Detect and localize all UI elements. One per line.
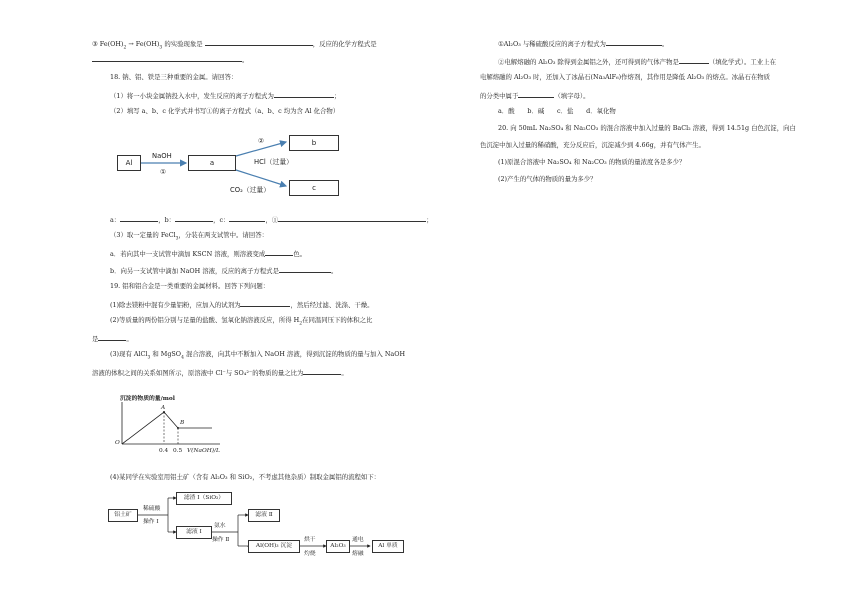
filtrate-1-box: 滤液 Ⅰ <box>176 526 212 539</box>
compound-b-box: b <box>289 135 339 151</box>
answer-blank[interactable] <box>279 266 331 273</box>
answer-blank[interactable] <box>98 334 126 341</box>
question-line: (1)除去镁粉中混有少量铝粉，应加入的试剂为 ，然后经过滤、洗涤、干燥。 <box>110 301 374 309</box>
step-2-label: ② <box>258 137 265 145</box>
aluminum-product-box: Al 单质 <box>372 540 404 553</box>
compound-c-box: c <box>289 180 339 196</box>
step-1-label: ① <box>160 168 167 176</box>
question-line: ②电解熔融的 Al₂O₃ 除得到金属铝之外，还可得到的气体产物是 （填化学式）。工业上在 <box>498 58 776 66</box>
question-line: (3)现有 AlCl$_3$ 和 MgSO$_4$ 混合溶液，向其中不断加入 NaOH 溶液，得到沉淀的物质的量与加入 NaOH <box>110 350 406 361</box>
answer-blank[interactable] <box>120 215 158 222</box>
answer-blank[interactable] <box>205 39 313 46</box>
flow-arrows <box>0 128 440 218</box>
question-line: (4)某同学在实验室用铝土矿（含有 Al₂O₃ 和 SiO₂，不考虑其他杂质）制取金属铝的流程如下： <box>110 473 381 481</box>
question-20-sub: (2)产生的气体的物质的量为多少？ <box>498 175 597 183</box>
question-18-title: 18. 钠、铝、铁是三种重要的金属。请回答： <box>110 73 238 81</box>
electricity-label: 通电 <box>352 537 364 543</box>
filtrate-2-box: 滤液 Ⅱ <box>248 509 280 522</box>
answer-blank[interactable] <box>240 300 290 307</box>
answer-blank[interactable] <box>679 57 709 64</box>
question-20-line: 20. 向 50mL Na₂SO₄ 和 Na₂CO₃ 的混合溶液中加入过量的 BaCl₂ 溶液，得到 14.51g 白色沉淀，向白 <box>498 124 796 132</box>
question-line: b．向另一支试管中滴加 NaOH 溶液，反应的离子方程式是 。 <box>110 267 338 275</box>
residue-1-box: 滤渣 Ⅰ（SiO₂） <box>176 492 232 505</box>
reagent-co2-label: CO₂（过量） <box>230 186 271 194</box>
answer-blank[interactable] <box>175 215 213 222</box>
question-20-line: 色沉淀中加入过量的稀硝酸，充分反应后，沉淀减少到 4.66g，并有气体产生。 <box>480 141 705 149</box>
alumina-box: Al₂O₃ <box>326 540 350 553</box>
question-line: 的分类中属于 （填字母）。 <box>480 92 590 100</box>
question-line: ③ $Fe(OH)_2 \to Fe(OH)_3$ 的实验现象是 ，反应的化学方程式是 <box>92 40 377 51</box>
answer-blank[interactable] <box>518 91 554 98</box>
fill-line: a： ，b： ，c： ，① ； <box>110 216 433 224</box>
tick-label: 0.5 <box>173 448 183 454</box>
answer-blank[interactable] <box>265 249 293 256</box>
molten-label: 熔融 <box>352 551 364 557</box>
question-line: 溶液的体积之间的关系如图所示，原溶液中 Cl⁻与 SO₄²⁻的物质的量之比为 。 <box>92 369 348 377</box>
question-20-sub: (1)原混合溶液中 Na₂SO₄ 和 Na₂CO₃ 的物质的量浓度各是多少？ <box>498 158 686 166</box>
point-b-label: B <box>180 420 185 426</box>
chart-x-label: V(NaOH)/L <box>187 448 220 454</box>
bauxite-box: 铝土矿 <box>108 509 138 522</box>
compound-a-box: a <box>188 155 236 171</box>
reagent-acid-label: 稀硫酸 <box>143 506 161 512</box>
ignition-label: 灼烧 <box>304 551 316 557</box>
tick-label: 0.4 <box>159 448 169 454</box>
point-a-label: A <box>161 405 166 411</box>
question-line: 是 。 <box>92 335 133 343</box>
question-line: （1）将一小块金属钠投入水中，发生反应的离子方程式为 ； <box>110 92 341 100</box>
operation-1-label: 操作 Ⅰ <box>143 519 159 525</box>
question-line: ①Al₂O₃ 与稀硫酸反应的离子方程式为 。 <box>498 40 669 48</box>
answer-blank[interactable] <box>274 91 334 98</box>
hydroxide-precipitate-box: Al(OH)₃ 沉淀 <box>248 540 300 553</box>
chart-origin: O <box>115 440 120 446</box>
operation-2-label: 操作 Ⅱ <box>212 537 230 543</box>
reagent-naoh-label: NaOH <box>152 152 172 160</box>
answer-blank[interactable] <box>278 215 426 222</box>
question-line: a．若向其中一支试管中滴加 KSCN 溶液，则溶液变成 色。 <box>110 250 307 258</box>
question-line: （2）填写 a、b、c 化学式并书写①的离子方程式（a、b、c 均为含 Al 化合物） <box>110 107 340 115</box>
question-line: (2)等质量的两份铝分别与足量的盐酸、氢氧化钠溶液反应，所得 $H_2$在同温同压下的体积之比 <box>110 316 373 327</box>
drying-label: 烘干 <box>304 537 316 543</box>
answer-blank[interactable] <box>92 55 242 62</box>
answer-blank[interactable] <box>303 368 341 375</box>
answer-options: a．酸 b．碱 c．盐 d．氧化物 <box>498 107 616 115</box>
answer-blank[interactable] <box>229 215 265 222</box>
reagent-ammonia-label: 氨水 <box>214 523 226 529</box>
reagent-hcl-label: HCl（过量） <box>254 158 293 166</box>
reactant-al-box: Al <box>117 155 141 171</box>
question-line: 电解熔融的 Al₂O₃ 时，还加入了冰晶石(Na₃AlF₆)作熔剂，其作用是降低 Al₂O₃ 的熔点。冰晶石在物质 <box>480 73 771 81</box>
question-line: 。 <box>92 55 248 63</box>
answer-blank[interactable] <box>606 39 662 46</box>
chart-y-label: 沉淀的物质的量/mol <box>120 396 175 402</box>
question-19-title: 19. 铝和铝合金是一类重要的金属材料。回答下列问题： <box>110 282 270 290</box>
question-line: （3）取一定量的 FeCl$_3$，分装在两支试管中。请回答： <box>110 231 268 242</box>
